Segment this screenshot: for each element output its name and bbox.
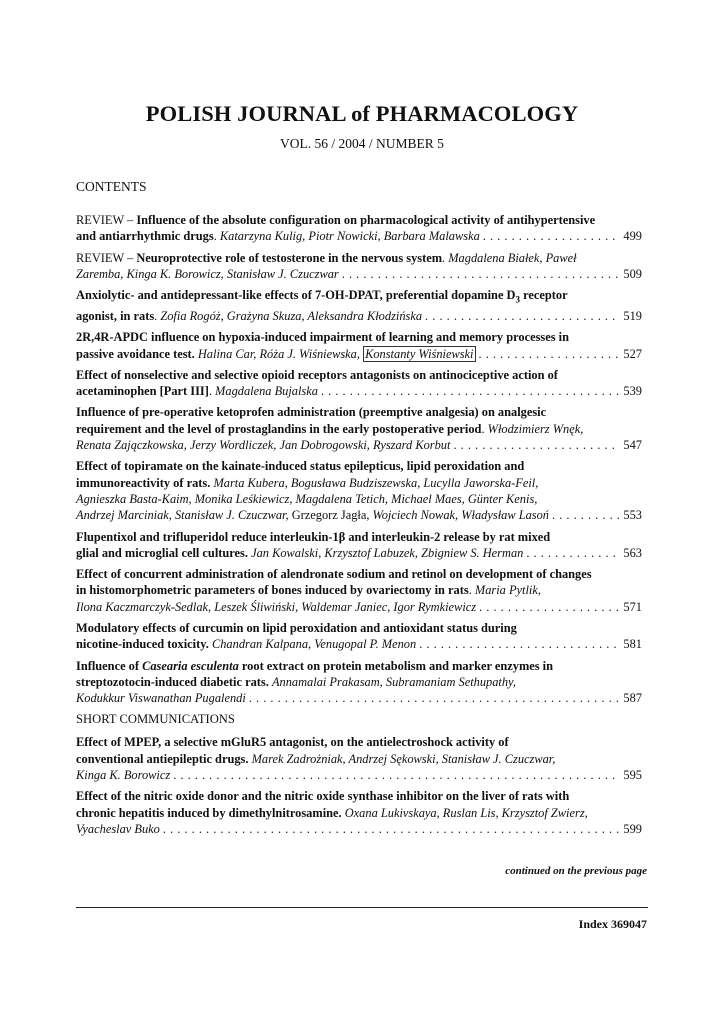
entry-line bbox=[76, 346, 642, 362]
entry-separator: . bbox=[468, 583, 475, 598]
volume-issue-line: VOL. 56 / 2004 / NUMBER 5 bbox=[280, 136, 444, 151]
entry-line-text bbox=[76, 752, 555, 766]
entry-authors: Renata Zajączkowska, Jerzy Wordliczek, Jan Dobrogowski, Ryszard Korbut bbox=[76, 438, 451, 453]
page-number: 539 bbox=[623, 384, 642, 399]
entry-authors: Vyacheslav Buko bbox=[76, 821, 160, 836]
entry-line-text bbox=[76, 383, 318, 399]
entry-separator: Grzegorz Jagła, bbox=[288, 508, 373, 523]
toc-entry[interactable] bbox=[76, 788, 642, 837]
entry-line bbox=[76, 821, 642, 837]
entry-title-text: Effect of the nitric oxide donor and the nitric oxide synthase inhibitor on the liver of rats with bbox=[76, 789, 570, 804]
entry-line-text bbox=[76, 405, 546, 419]
entry-title-text: passive avoidance test. bbox=[76, 346, 195, 361]
entry-line-text bbox=[76, 659, 553, 673]
dot-leader bbox=[453, 437, 619, 453]
entry-authors: Andrzej Marciniak, Stanisław J. Czuczwar, bbox=[76, 508, 289, 523]
entry-authors: Jan Kowalski, Krzysztof Labuzek, Zbigniew S. Herman bbox=[251, 545, 524, 560]
entry-title-text: Effect of nonselective and selective opioid receptors antagonists on antinociceptive action of bbox=[76, 367, 558, 382]
articles-list bbox=[76, 212, 642, 706]
page-number: 519 bbox=[623, 308, 642, 323]
entry-authors: Halina Car, Róża J. Wiśniewska, bbox=[197, 346, 364, 361]
toc-entry[interactable] bbox=[76, 250, 642, 283]
entry-line-text bbox=[76, 735, 509, 749]
entry-title-text: Effect of concurrent administration of alendronate sodium and retinol on development of changes bbox=[76, 567, 592, 582]
entry-title-text: conventional antiepileptic drugs. bbox=[76, 751, 249, 766]
entry-authors: Wojciech Nowak, Władysław Lasoń bbox=[372, 508, 549, 523]
entry-authors: Kinga K. Borowicz bbox=[76, 768, 171, 783]
contents-list bbox=[76, 212, 642, 842]
entry-authors: Magdalena Białek, Paweł bbox=[448, 250, 577, 265]
entry-line-text bbox=[76, 459, 524, 473]
page-number: 563 bbox=[623, 545, 642, 560]
entry-title-text: streptozotocin-induced diabetic rats. bbox=[76, 674, 269, 689]
entry-line bbox=[76, 767, 642, 783]
entry-line bbox=[76, 734, 642, 750]
entry-authors: Kodukkur Viswanathan Pugalendi bbox=[76, 691, 246, 706]
entry-separator: . bbox=[154, 308, 161, 323]
entry-line-text bbox=[76, 583, 541, 597]
entry-title-text: requirement and the level of prostaglandins in the early postoperative period bbox=[76, 421, 482, 436]
entry-line-text bbox=[76, 266, 339, 282]
page-number: 595 bbox=[623, 768, 642, 783]
entry-line-text bbox=[76, 690, 246, 706]
page-number: 547 bbox=[623, 438, 642, 453]
toc-entry[interactable] bbox=[76, 529, 642, 562]
index-number: Index 369047 bbox=[578, 917, 647, 931]
entry-line bbox=[76, 507, 642, 523]
dot-leader bbox=[479, 346, 620, 362]
entry-line-text bbox=[76, 308, 422, 324]
entry-line bbox=[76, 582, 642, 598]
entry-separator: . bbox=[208, 384, 216, 399]
entry-line bbox=[76, 250, 642, 266]
entry-line-text bbox=[76, 437, 450, 453]
entry-line-text bbox=[76, 567, 592, 581]
journal-title: POLISH JOURNAL of PHARMACOLOGY bbox=[145, 101, 579, 126]
dot-leader bbox=[483, 228, 620, 244]
entry-title-text: Influence of pre-operative ketoprofen administration (preemptive analgesia) on analgesic bbox=[76, 405, 547, 420]
entry-authors: Ilona Kaczmarczyk-Sedlak, Leszek Śliwiński, Waldemar Janiec, Igor Rymkiewicz bbox=[76, 599, 477, 614]
toc-entry[interactable] bbox=[76, 367, 642, 400]
entry-line bbox=[76, 367, 642, 383]
entry-line bbox=[76, 545, 642, 561]
entry-authors: Katarzyna Kulig, Piotr Nowicki, Barbara Malawska bbox=[219, 229, 480, 244]
entry-title-text: 3 bbox=[515, 294, 520, 305]
entry-separator: . bbox=[481, 421, 488, 436]
toc-entry[interactable] bbox=[76, 658, 642, 707]
entry-title-text: nicotine-induced toxicity. bbox=[76, 637, 209, 652]
page-number: 571 bbox=[623, 599, 642, 614]
entry-authors: Oxana Lukivskaya, Ruslan Lis, Krzysztof Zwierz, bbox=[344, 805, 588, 820]
entry-line bbox=[76, 529, 642, 545]
entry-line-text bbox=[76, 806, 588, 820]
entry-title-text: Influence of bbox=[76, 658, 143, 673]
entry-title-text: glial and microglial cell cultures. bbox=[76, 545, 248, 560]
entry-line-text bbox=[76, 621, 517, 635]
entry-title-text: receptor bbox=[519, 288, 568, 303]
page-number: 499 bbox=[623, 229, 642, 244]
dot-leader bbox=[163, 821, 620, 837]
entry-authors: Magdalena Bujalska bbox=[215, 384, 318, 399]
entry-line bbox=[76, 566, 642, 582]
entry-line bbox=[76, 458, 642, 474]
entry-line bbox=[76, 329, 642, 345]
entry-line-text bbox=[76, 346, 476, 362]
entry-line-text bbox=[76, 213, 595, 227]
entry-authors: Annamalai Prakasam, Subramaniam Sethupathy, bbox=[271, 674, 516, 689]
page-number: 587 bbox=[623, 691, 642, 706]
toc-entry[interactable] bbox=[76, 458, 642, 523]
entry-line bbox=[76, 308, 642, 324]
entry-type-prefix: REVIEW – bbox=[76, 213, 137, 227]
entry-title-text: Influence of the absolute configuration on pharmacological activity of antihypertensive bbox=[136, 213, 596, 227]
dot-leader bbox=[249, 690, 620, 706]
entry-line-text bbox=[76, 368, 558, 382]
entry-authors: Zofia Rogóż, Grażyna Skuza, Aleksandra Kłodzińska bbox=[160, 308, 423, 323]
dot-leader bbox=[342, 266, 620, 282]
toc-entry[interactable] bbox=[76, 404, 642, 453]
toc-entry[interactable] bbox=[76, 212, 642, 245]
entry-separator: . bbox=[213, 229, 220, 244]
entry-title-text: Neuroprotective role of testosterone in the nervous system bbox=[136, 250, 443, 265]
entry-authors: Konstanty Wiśniewski bbox=[365, 346, 474, 361]
entry-title-text: acetaminophen [Part III] bbox=[76, 384, 209, 399]
dot-leader bbox=[419, 636, 619, 652]
entry-authors: Zaremba, Kinga K. Borowicz, Stanisław J. Czuczwar bbox=[76, 266, 339, 281]
dot-leader bbox=[173, 767, 619, 783]
entry-line bbox=[76, 491, 642, 507]
entry-title-text: immunoreactivity of rats. bbox=[76, 475, 211, 490]
entry-title-text: chronic hepatitis induced by dimethylnitrosamine. bbox=[76, 805, 342, 820]
short-communications-list bbox=[76, 734, 642, 837]
entry-line bbox=[76, 228, 642, 244]
entry-authors: Maria Pytlik, bbox=[474, 583, 541, 598]
page-number: 527 bbox=[623, 346, 642, 361]
entry-line-text bbox=[76, 507, 549, 523]
dot-leader bbox=[479, 599, 619, 615]
entry-title-text: Anxiolytic- and antidepressant-like effects of 7-OH-DPAT, preferential dopamine D bbox=[76, 288, 516, 303]
entry-line bbox=[76, 674, 642, 690]
footer-divider bbox=[76, 907, 648, 908]
entry-line-text bbox=[76, 675, 516, 689]
entry-line-text bbox=[76, 767, 170, 783]
entry-line bbox=[76, 620, 642, 636]
entry-title-text: Effect of topiramate on the kainate-induced status epilepticus, lipid peroxidation and bbox=[76, 459, 525, 474]
entry-line bbox=[76, 690, 642, 706]
entry-authors: Marek Zadrożniak, Andrzej Sękowski, Stanisław J. Czuczwar, bbox=[251, 751, 556, 766]
entry-authors: Agnieszka Basta-Kaim, Monika Leśkiewicz, Magdalena Tetich, Michael Maes, Günter Kenis, bbox=[76, 491, 538, 506]
entry-authors: Marta Kubera, Bogusława Budziszewska, Lucylla Jaworska-Feil, bbox=[213, 475, 539, 490]
toc-entry[interactable] bbox=[76, 734, 642, 783]
entry-line-text bbox=[76, 228, 480, 244]
entry-line-text bbox=[76, 422, 583, 436]
entry-title-text: Casearia esculenta bbox=[142, 658, 239, 673]
entry-line bbox=[76, 212, 642, 228]
entry-type-prefix: REVIEW – bbox=[76, 250, 137, 265]
page-number: 581 bbox=[623, 637, 642, 652]
entry-line bbox=[76, 751, 642, 767]
dot-leader bbox=[552, 507, 619, 523]
entry-line-text bbox=[76, 492, 537, 506]
entry-line-text bbox=[76, 545, 523, 561]
entry-line bbox=[76, 636, 642, 652]
entry-title-text: Modulatory effects of curcumin on lipid peroxidation and antioxidant status during bbox=[76, 621, 517, 635]
toc-entry[interactable] bbox=[76, 287, 642, 324]
dot-leader bbox=[321, 383, 619, 399]
entry-line-text bbox=[76, 530, 550, 544]
entry-line bbox=[76, 805, 642, 821]
entry-line bbox=[76, 404, 642, 420]
entry-line bbox=[76, 266, 642, 282]
entry-line-text bbox=[76, 636, 416, 652]
entry-line-text bbox=[76, 599, 476, 615]
entry-line bbox=[76, 383, 642, 399]
entry-line bbox=[76, 437, 642, 453]
entry-line-text bbox=[76, 288, 568, 305]
entry-line-text bbox=[76, 789, 569, 803]
entry-line-text bbox=[76, 821, 160, 837]
entry-title-text: in histomorphometric parameters of bones induced by ovariectomy in rats bbox=[76, 583, 469, 598]
entry-line bbox=[76, 475, 642, 491]
page-number: 599 bbox=[623, 821, 642, 836]
dot-leader bbox=[425, 308, 619, 324]
entry-authors: Włodzimierz Wnęk, bbox=[487, 421, 584, 436]
dot-leader bbox=[526, 545, 619, 561]
page-number: 509 bbox=[623, 266, 642, 281]
entry-line bbox=[76, 658, 642, 674]
entry-title-text: Effect of MPEP, a selective mGluR5 antagonist, on the antielectroshock activity of bbox=[76, 735, 509, 750]
entry-line-text bbox=[76, 476, 538, 490]
continued-note: continued on the previous page bbox=[505, 865, 647, 877]
toc-entry[interactable] bbox=[76, 620, 642, 653]
entry-authors: Chandran Kalpana, Venugopal P. Menon bbox=[211, 637, 417, 652]
entry-title-text: 2R,4R-APDC influence on hypoxia-induced impairment of learning and memory processes in bbox=[76, 330, 569, 345]
entry-title-text: and antiarrhythmic drugs bbox=[76, 229, 214, 244]
entry-line bbox=[76, 287, 642, 308]
entry-line-text bbox=[76, 251, 577, 265]
entry-line bbox=[76, 421, 642, 437]
entry-title-text: agonist, in rats bbox=[76, 308, 155, 323]
short-communications-heading: SHORT COMMUNICATIONS bbox=[76, 712, 235, 727]
toc-entry[interactable] bbox=[76, 566, 642, 615]
entry-line bbox=[76, 599, 642, 615]
entry-title-text: Flupentixol and trifluperidol reduce interleukin-1β and interleukin-2 release by rat mixed bbox=[76, 529, 551, 544]
entry-separator: . bbox=[442, 250, 449, 265]
entry-line-text bbox=[76, 330, 569, 344]
toc-entry[interactable] bbox=[76, 329, 642, 362]
entry-title-text: root extract on protein metabolism and marker enzymes in bbox=[238, 658, 554, 673]
entry-line bbox=[76, 788, 642, 804]
page-number: 553 bbox=[623, 508, 642, 523]
contents-heading: CONTENTS bbox=[76, 179, 147, 194]
